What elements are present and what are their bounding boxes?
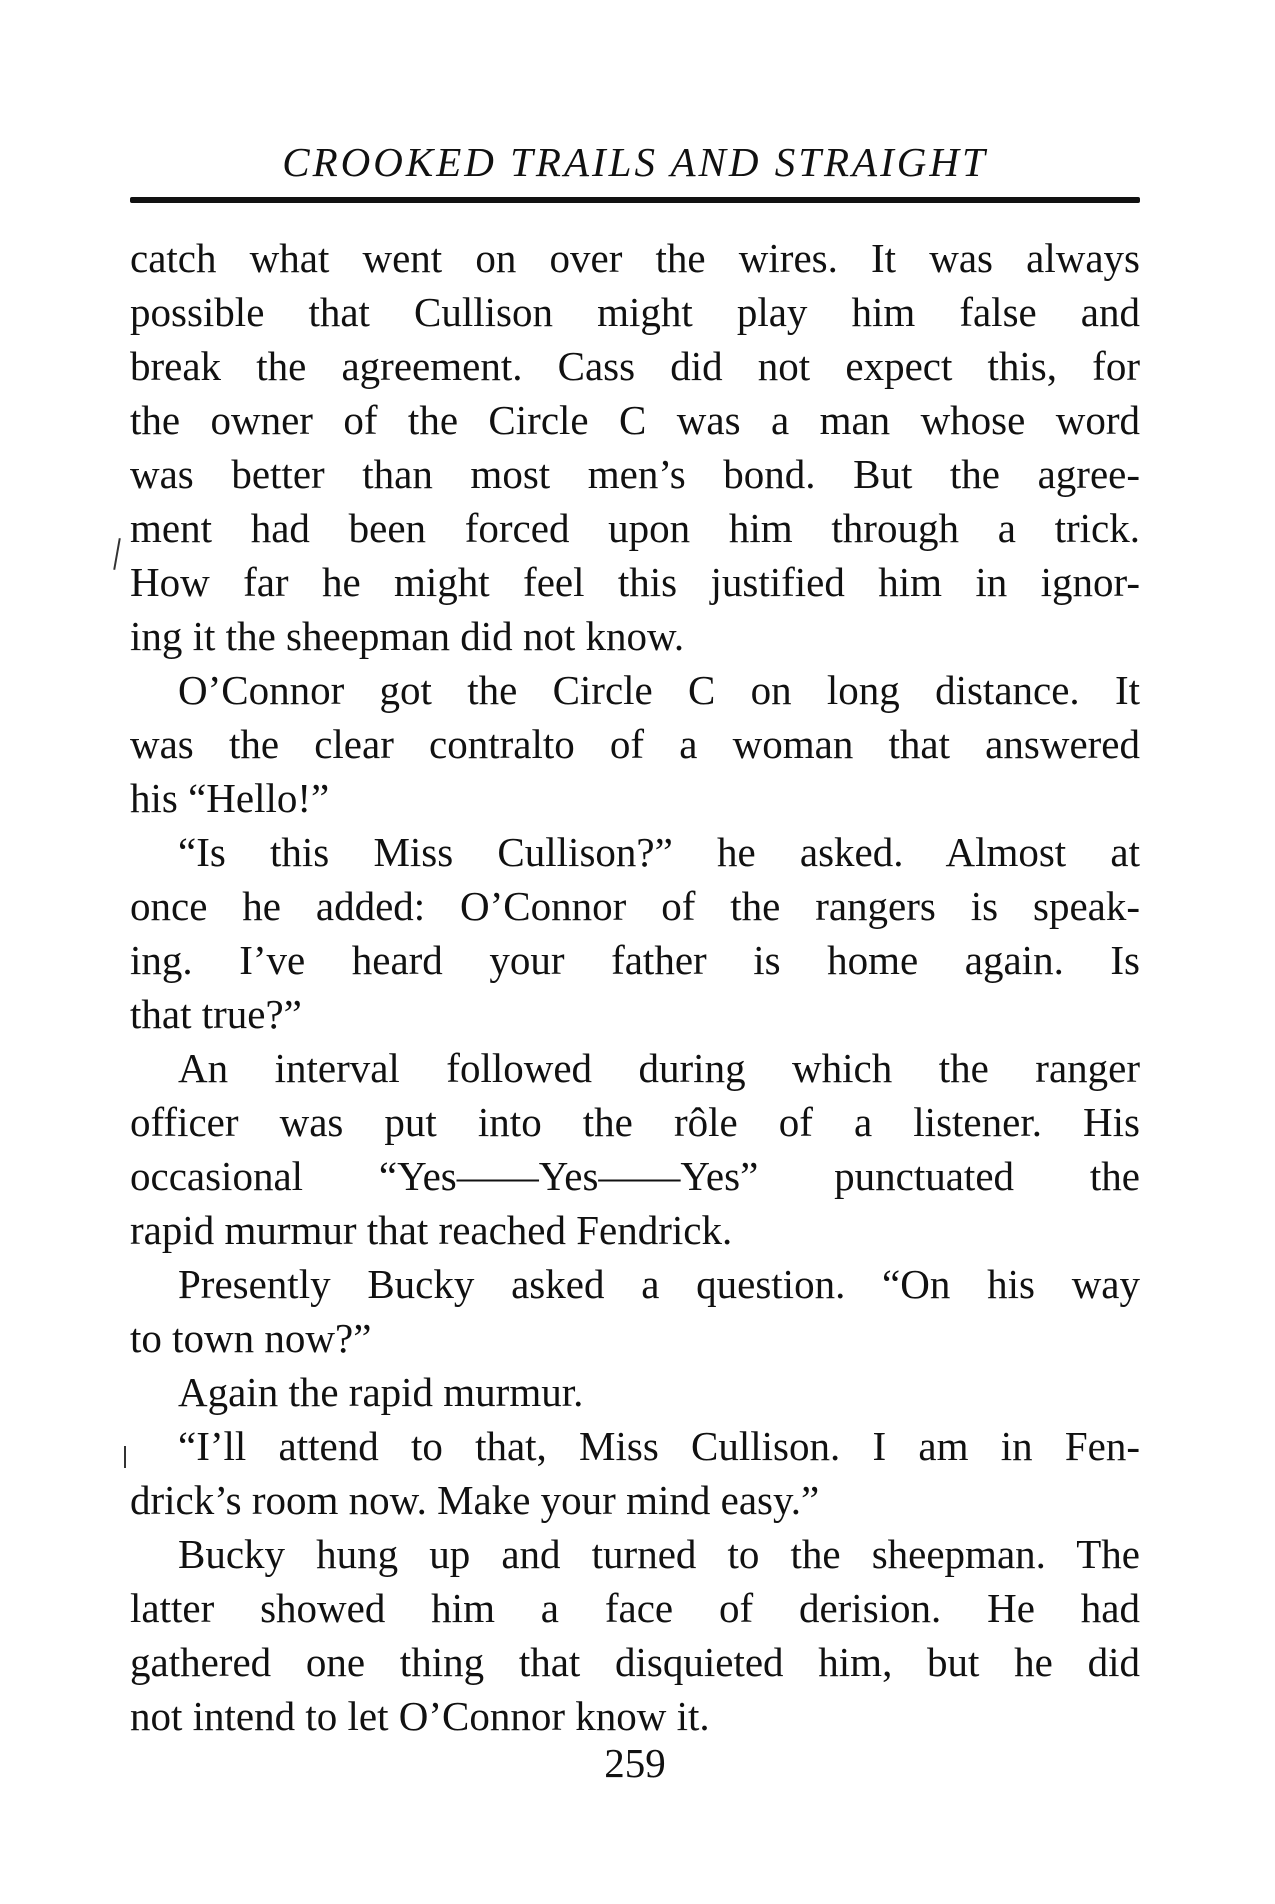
text-line: ment had been forced upon him through a trick. (130, 505, 1140, 551)
text-line: the owner of the Circle C was a man whose word (130, 397, 1140, 443)
text-line: “I’ll attend to that, Miss Cullison. I am in Fen- (178, 1423, 1140, 1469)
text-line: How far he might feel this justified him in ignor- (130, 559, 1140, 605)
text-line: O’Connor got the Circle C on long distance. It (178, 667, 1140, 713)
page-number: 259 (604, 1740, 666, 1786)
text-line: his “Hello!” (130, 775, 330, 821)
text-line: officer was put into the rôle of a listener. His (130, 1099, 1140, 1145)
text-line: Presently Bucky asked a question. “On his way (178, 1261, 1140, 1307)
text-line: Bucky hung up and turned to the sheepman. The (178, 1531, 1140, 1577)
text-line: possible that Cullison might play him false and (130, 289, 1140, 335)
text-line: Again the rapid murmur. (178, 1369, 584, 1415)
head-rule (130, 197, 1140, 203)
text-line: to town now?” (130, 1315, 372, 1361)
text-line: was better than most men’s bond. But the agree- (130, 451, 1140, 497)
text-line: break the agreement. Cass did not expect this, for (130, 343, 1140, 389)
text-line: not intend to let O’Connor know it. (130, 1693, 710, 1739)
text-line: rapid murmur that reached Fendrick. (130, 1207, 733, 1253)
text-line: latter showed him a face of derision. He had (130, 1585, 1140, 1631)
text-line: that true?” (130, 991, 302, 1037)
margin-mark (113, 538, 121, 570)
running-head: CROOKED TRAILS AND STRAIGHT (282, 139, 988, 185)
text-line: An interval followed during which the ranger (178, 1045, 1140, 1091)
text-line: ing. I’ve heard your father is home again. Is (130, 937, 1140, 983)
text-line: drick’s room now. Make your mind easy.” (130, 1477, 820, 1523)
text-line: gathered one thing that disquieted him, but he did (130, 1639, 1140, 1685)
text-line: occasional “Yes——Yes——Yes” punctuated the (130, 1153, 1140, 1199)
text-line: catch what went on over the wires. It was always (130, 235, 1140, 281)
text-line: once he added: O’Connor of the rangers is speak- (130, 883, 1140, 929)
body-text (130, 231, 1140, 1743)
text-line: “Is this Miss Cullison?” he asked. Almost at (178, 829, 1140, 875)
text-line: was the clear contralto of a woman that answered (130, 721, 1140, 767)
margin-mark (124, 1446, 126, 1468)
text-line: ing it the sheepman did not know. (130, 613, 685, 659)
